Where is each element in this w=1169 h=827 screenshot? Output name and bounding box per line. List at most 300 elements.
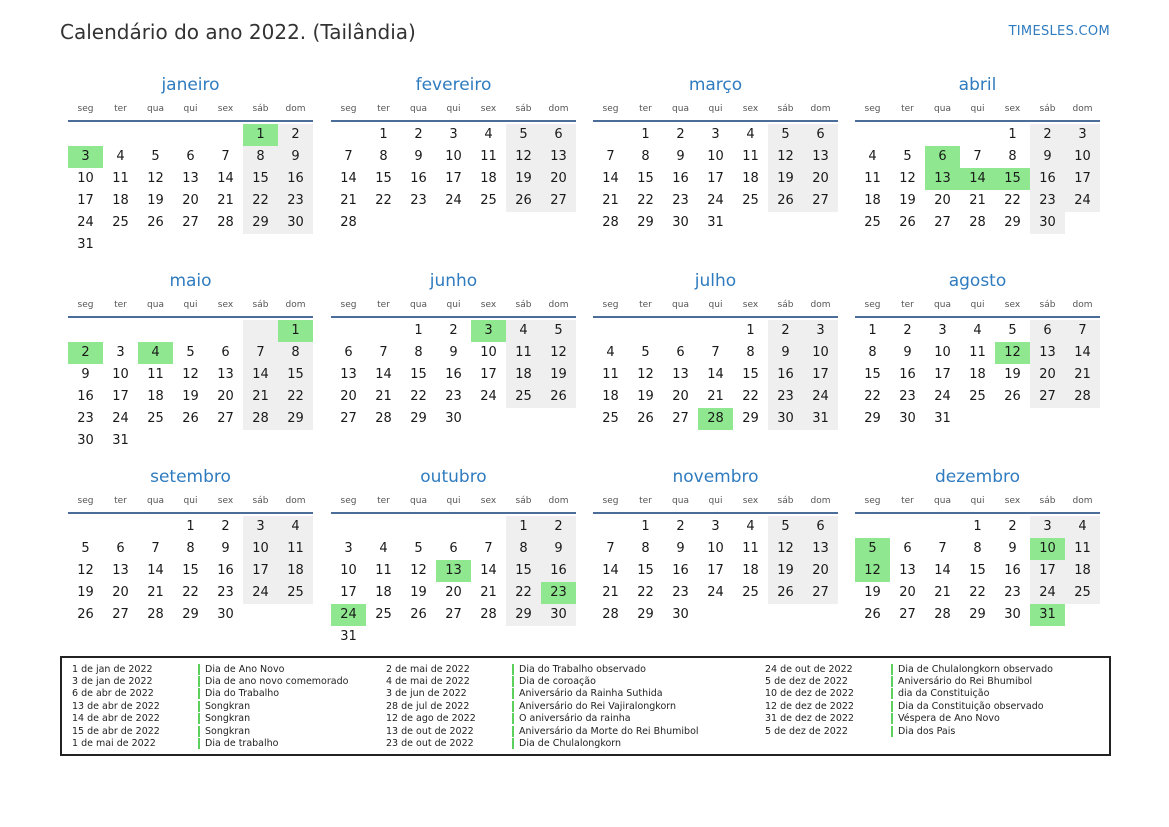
day-cell: 14 — [1065, 342, 1100, 364]
day-cell: 23 — [1030, 190, 1065, 212]
empty-cell — [366, 320, 401, 342]
weekday-header — [331, 294, 576, 316]
weekday-label: sáb — [777, 300, 794, 310]
day-cell: 11 — [147, 367, 164, 382]
day-cell: 9 — [278, 146, 313, 168]
weekday-label: sáb — [777, 104, 794, 114]
day-cell: 6 — [676, 345, 685, 360]
day-grid — [68, 124, 313, 256]
day-cell: 23 — [217, 585, 234, 600]
legend-marker — [891, 713, 893, 724]
weekday-label: sáb — [1039, 300, 1056, 310]
day-cell: 2 — [414, 127, 423, 142]
day-cell: 14 — [480, 563, 497, 578]
empty-cell — [68, 516, 103, 538]
day-cell: 31 — [707, 215, 724, 230]
day-cell: 30 — [217, 607, 234, 622]
weekday-label: qua — [934, 300, 951, 310]
weekday-label: dom — [285, 496, 306, 506]
day-cell: 19 — [182, 389, 199, 404]
day-cell: 27 — [803, 190, 838, 212]
weekday-label: ter — [114, 104, 127, 114]
holiday-day-cell: 15 — [995, 168, 1030, 190]
legend-holiday-name: Dia de ano novo comemorado — [205, 676, 349, 688]
legend-marker — [198, 726, 200, 737]
weekday-label: seg — [77, 300, 94, 310]
legend-date: 3 de jan de 2022 — [72, 676, 153, 688]
empty-cell — [855, 516, 890, 538]
legend-holiday-name: Dia de Chulalongkorn — [519, 738, 622, 750]
day-cell: 5 — [414, 541, 423, 556]
empty-cell — [890, 124, 925, 146]
day-cell: 5 — [541, 320, 576, 342]
day-cell: 15 — [969, 563, 986, 578]
day-cell: 5 — [903, 149, 912, 164]
day-cell: 27 — [445, 607, 462, 622]
day-cell: 13 — [803, 146, 838, 168]
day-cell: 24 — [112, 411, 129, 426]
day-cell: 24 — [803, 386, 838, 408]
weekday-label: qua — [410, 300, 427, 310]
day-cell: 8 — [1008, 149, 1017, 164]
day-cell: 7 — [973, 149, 982, 164]
day-cell: 19 — [147, 193, 164, 208]
day-cell: 19 — [899, 193, 916, 208]
empty-cell — [331, 320, 366, 342]
header-rule — [855, 512, 1100, 514]
weekday-label: seg — [340, 104, 357, 114]
day-cell: 24 — [243, 582, 278, 604]
weekday-label: ter — [377, 496, 390, 506]
day-cell: 11 — [278, 538, 313, 560]
legend-item — [386, 663, 699, 675]
day-cell: 30 — [899, 411, 916, 426]
day-cell: 7 — [606, 541, 615, 556]
day-cell: 15 — [637, 171, 654, 186]
legend-item — [72, 700, 348, 712]
day-cell: 29 — [278, 408, 313, 430]
weekday-label: qui — [183, 496, 198, 506]
day-cell: 1 — [379, 127, 388, 142]
legend-holiday-name: Dia de Chulalongkorn observado — [898, 663, 1053, 675]
day-cell: 14 — [147, 563, 164, 578]
day-cell: 8 — [868, 345, 877, 360]
empty-cell — [698, 320, 733, 342]
day-cell: 4 — [606, 345, 615, 360]
day-cell: 16 — [278, 168, 313, 190]
holiday-day-cell: 2 — [68, 342, 103, 364]
legend-date: 13 de out de 2022 — [386, 725, 474, 737]
holiday-day-cell: 1 — [243, 124, 278, 146]
day-cell: 15 — [182, 563, 199, 578]
day-cell: 11 — [742, 541, 759, 556]
weekday-label: dom — [1072, 104, 1093, 114]
empty-cell — [331, 516, 366, 538]
legend-marker — [512, 726, 514, 737]
day-cell: 17 — [112, 389, 129, 404]
day-cell: 13 — [340, 367, 357, 382]
header-rule — [593, 120, 838, 122]
day-cell: 16 — [899, 367, 916, 382]
weekday-label: qua — [147, 104, 164, 114]
weekday-label: sáb — [252, 496, 269, 506]
day-cell: 20 — [112, 585, 129, 600]
month-name: agosto — [948, 271, 1007, 291]
day-cell: 4 — [868, 149, 877, 164]
day-cell: 6 — [449, 541, 458, 556]
day-cell: 12 — [899, 171, 916, 186]
weekday-label: ter — [114, 300, 127, 310]
day-cell: 18 — [147, 389, 164, 404]
day-cell: 18 — [864, 193, 881, 208]
day-cell: 4 — [278, 516, 313, 538]
day-cell: 11 — [480, 149, 497, 164]
day-cell: 20 — [217, 389, 234, 404]
header-rule — [593, 316, 838, 318]
legend-holiday-name: Songkran — [205, 700, 251, 712]
day-grid — [593, 320, 838, 430]
weekday-label: ter — [901, 496, 914, 506]
weekday-label: sáb — [515, 300, 532, 310]
legend-holiday-name: Aniversário da Rainha Suthida — [519, 688, 663, 700]
day-cell: 23 — [672, 585, 689, 600]
legend-date: 31 de dez de 2022 — [765, 713, 854, 725]
day-cell: 27 — [899, 607, 916, 622]
empty-cell — [593, 124, 628, 146]
day-cell: 28 — [602, 607, 619, 622]
weekday-label: sáb — [252, 300, 269, 310]
weekday-label: sex — [480, 300, 497, 310]
day-cell: 26 — [864, 607, 881, 622]
day-cell: 6 — [221, 345, 230, 360]
day-cell: 9 — [541, 538, 576, 560]
day-cell: 25 — [480, 193, 497, 208]
holiday-day-cell: 3 — [471, 320, 506, 342]
holiday-day-cell: 23 — [541, 582, 576, 604]
weekday-label: qui — [970, 300, 985, 310]
day-cell: 16 — [217, 563, 234, 578]
weekday-label: seg — [602, 496, 619, 506]
day-cell: 21 — [217, 193, 234, 208]
day-cell: 17 — [707, 563, 724, 578]
empty-cell — [366, 516, 401, 538]
legend-item — [765, 688, 1053, 700]
day-cell: 3 — [711, 519, 720, 534]
day-cell: 30 — [278, 212, 313, 234]
day-cell: 25 — [147, 411, 164, 426]
day-cell: 17 — [1065, 168, 1100, 190]
day-cell: 19 — [410, 585, 427, 600]
day-cell: 23 — [410, 193, 427, 208]
holiday-day-cell: 10 — [1030, 538, 1065, 560]
day-cell: 16 — [768, 364, 803, 386]
day-cell: 17 — [934, 367, 951, 382]
month-name: abril — [958, 75, 997, 95]
day-cell: 16 — [445, 367, 462, 382]
month-abril — [855, 74, 1100, 234]
day-cell: 15 — [637, 563, 654, 578]
day-grid — [331, 124, 576, 234]
weekday-label: ter — [377, 300, 390, 310]
day-cell: 23 — [278, 190, 313, 212]
holiday-day-cell: 6 — [925, 146, 960, 168]
weekday-label: dom — [810, 496, 831, 506]
day-cell: 3 — [1065, 124, 1100, 146]
weekday-label: qua — [672, 300, 689, 310]
day-cell: 6 — [803, 124, 838, 146]
day-cell: 31 — [112, 433, 129, 448]
day-cell: 25 — [864, 215, 881, 230]
day-cell: 29 — [864, 411, 881, 426]
day-cell: 10 — [340, 563, 357, 578]
legend-holiday-name: Songkran — [205, 713, 251, 725]
day-cell: 30 — [672, 607, 689, 622]
day-cell: 26 — [506, 190, 541, 212]
day-cell: 4 — [484, 127, 493, 142]
day-cell: 3 — [938, 323, 947, 338]
weekday-label: qui — [183, 104, 198, 114]
legend-holiday-name: Véspera de Ano Novo — [898, 713, 1000, 725]
holiday-day-cell: 31 — [1030, 604, 1065, 626]
day-cell: 18 — [480, 171, 497, 186]
day-cell: 14 — [934, 563, 951, 578]
weekday-label: seg — [340, 496, 357, 506]
day-cell: 30 — [768, 408, 803, 430]
holiday-day-cell: 5 — [855, 538, 890, 560]
legend-holiday-name: Dia de Ano Novo — [205, 663, 285, 675]
month-setembro — [68, 466, 313, 626]
day-cell: 9 — [81, 367, 90, 382]
day-cell: 1 — [414, 323, 423, 338]
day-cell: 15 — [864, 367, 881, 382]
day-cell: 30 — [672, 215, 689, 230]
weekday-label: qui — [970, 496, 985, 506]
month-fevereiro — [331, 74, 576, 234]
legend-marker — [891, 701, 893, 712]
day-cell: 23 — [1004, 585, 1021, 600]
weekday-label: sáb — [515, 104, 532, 114]
day-cell: 27 — [340, 411, 357, 426]
day-cell: 13 — [182, 171, 199, 186]
legend-item — [765, 700, 1053, 712]
day-cell: 22 — [637, 193, 654, 208]
day-cell: 15 — [506, 560, 541, 582]
day-cell: 21 — [602, 193, 619, 208]
header-rule — [68, 512, 313, 514]
day-cell: 5 — [641, 345, 650, 360]
weekday-label: sex — [742, 300, 759, 310]
weekday-label: ter — [639, 496, 652, 506]
weekday-label: qui — [446, 496, 461, 506]
empty-cell — [68, 320, 103, 342]
day-cell: 21 — [243, 386, 278, 408]
weekday-label: seg — [602, 300, 619, 310]
day-cell: 5 — [151, 149, 160, 164]
day-cell: 10 — [803, 342, 838, 364]
legend-holiday-name: Aniversário do Rei Vajiralongkorn — [519, 700, 677, 712]
day-cell: 27 — [217, 411, 234, 426]
month-name: julho — [694, 271, 737, 291]
holiday-day-cell: 28 — [698, 408, 733, 430]
weekday-label: sex — [742, 104, 759, 114]
holiday-day-cell: 24 — [331, 604, 366, 626]
legend-holiday-name: Dia de coroação — [519, 676, 596, 688]
day-cell: 3 — [711, 127, 720, 142]
day-grid — [593, 516, 838, 626]
header-rule — [331, 512, 576, 514]
legend-column — [72, 663, 348, 750]
holiday-day-cell: 4 — [138, 342, 173, 364]
legend-holiday-name: Dia do Trabalho — [205, 688, 280, 700]
day-cell: 25 — [969, 389, 986, 404]
weekday-label: dom — [548, 496, 569, 506]
weekday-header — [855, 490, 1100, 512]
day-cell: 12 — [506, 146, 541, 168]
day-cell: 25 — [742, 193, 759, 208]
day-cell: 18 — [506, 364, 541, 386]
day-cell: 23 — [672, 193, 689, 208]
day-cell: 13 — [541, 146, 576, 168]
day-cell: 15 — [278, 364, 313, 386]
holiday-day-cell: 13 — [925, 168, 960, 190]
weekday-label: sáb — [1039, 496, 1056, 506]
day-cell: 27 — [112, 607, 129, 622]
day-cell: 3 — [449, 127, 458, 142]
day-cell: 1 — [641, 519, 650, 534]
day-cell: 31 — [934, 411, 951, 426]
day-cell: 23 — [77, 411, 94, 426]
legend-marker — [512, 664, 514, 675]
day-cell: 20 — [803, 560, 838, 582]
weekday-label: sex — [1004, 300, 1021, 310]
day-cell: 31 — [340, 629, 357, 644]
header-rule — [331, 120, 576, 122]
day-cell: 3 — [344, 541, 353, 556]
day-cell: 26 — [541, 386, 576, 408]
day-cell: 31 — [803, 408, 838, 430]
day-cell: 11 — [506, 342, 541, 364]
weekday-label: sex — [217, 300, 234, 310]
day-cell: 22 — [742, 389, 759, 404]
weekday-label: dom — [548, 300, 569, 310]
day-cell: 23 — [445, 389, 462, 404]
day-cell: 16 — [410, 171, 427, 186]
legend-date: 4 de mai de 2022 — [386, 676, 470, 688]
day-cell: 25 — [278, 582, 313, 604]
weekday-label: qua — [147, 496, 164, 506]
weekday-label: seg — [602, 104, 619, 114]
legend-date: 10 de dez de 2022 — [765, 688, 854, 700]
weekday-header — [68, 294, 313, 316]
day-cell: 25 — [742, 585, 759, 600]
day-cell: 16 — [541, 560, 576, 582]
day-cell: 17 — [480, 367, 497, 382]
legend-marker — [512, 701, 514, 712]
day-cell: 29 — [410, 411, 427, 426]
weekday-label: seg — [77, 104, 94, 114]
legend-marker — [198, 701, 200, 712]
day-cell: 1 — [746, 323, 755, 338]
weekday-label: sáb — [777, 496, 794, 506]
day-cell: 30 — [1030, 212, 1065, 234]
day-cell: 16 — [1030, 168, 1065, 190]
day-cell: 7 — [151, 541, 160, 556]
day-cell: 4 — [1065, 516, 1100, 538]
day-cell: 28 — [480, 607, 497, 622]
day-cell: 30 — [541, 604, 576, 626]
site-link[interactable]: TIMESLES.COM — [1008, 24, 1110, 39]
day-cell: 22 — [637, 585, 654, 600]
day-cell: 17 — [445, 171, 462, 186]
day-cell: 21 — [969, 193, 986, 208]
day-grid — [593, 124, 838, 234]
day-cell: 5 — [506, 124, 541, 146]
day-cell: 13 — [217, 367, 234, 382]
weekday-label: dom — [810, 300, 831, 310]
day-cell: 2 — [676, 127, 685, 142]
weekday-label: sex — [1004, 104, 1021, 114]
empty-cell — [471, 516, 506, 538]
weekday-label: seg — [864, 496, 881, 506]
legend-marker — [512, 676, 514, 687]
day-cell: 30 — [1004, 607, 1021, 622]
day-grid — [855, 516, 1100, 626]
day-cell: 21 — [934, 585, 951, 600]
day-cell: 22 — [375, 193, 392, 208]
day-cell: 13 — [899, 563, 916, 578]
day-cell: 8 — [243, 146, 278, 168]
legend-date: 24 de out de 2022 — [765, 663, 853, 675]
legend-holiday-name: Dia do Trabalho observado — [519, 663, 646, 675]
day-cell: 24 — [707, 585, 724, 600]
day-cell: 9 — [449, 345, 458, 360]
month-maio — [68, 270, 313, 452]
legend-holiday-name: Aniversário do Rei Bhumibol — [898, 676, 1033, 688]
day-cell: 14 — [602, 563, 619, 578]
legend-column — [765, 663, 1053, 737]
legend-date: 15 de abr de 2022 — [72, 725, 160, 737]
day-cell: 22 — [410, 389, 427, 404]
weekday-label: sex — [742, 496, 759, 506]
day-cell: 10 — [934, 345, 951, 360]
day-cell: 3 — [803, 320, 838, 342]
day-cell: 28 — [147, 607, 164, 622]
legend-marker — [512, 713, 514, 724]
day-cell: 5 — [768, 516, 803, 538]
legend-holiday-name: Aniversário da Morte do Rei Bhumibol — [519, 725, 699, 737]
day-cell: 20 — [899, 585, 916, 600]
legend-marker — [891, 726, 893, 737]
day-cell: 22 — [506, 582, 541, 604]
legend-date: 2 de mai de 2022 — [386, 663, 470, 675]
day-cell: 27 — [1030, 386, 1065, 408]
day-cell: 9 — [1008, 541, 1017, 556]
weekday-label: ter — [639, 300, 652, 310]
legend-date: 23 de out de 2022 — [386, 738, 474, 750]
day-cell: 7 — [379, 345, 388, 360]
day-cell: 14 — [340, 171, 357, 186]
holiday-day-cell: 1 — [278, 320, 313, 342]
day-cell: 14 — [602, 171, 619, 186]
day-cell: 3 — [1030, 516, 1065, 538]
legend-marker — [891, 688, 893, 699]
empty-cell — [925, 516, 960, 538]
day-cell: 6 — [903, 541, 912, 556]
day-cell: 9 — [676, 149, 685, 164]
day-cell: 29 — [506, 604, 541, 626]
day-cell: 21 — [147, 585, 164, 600]
day-cell: 7 — [221, 149, 230, 164]
